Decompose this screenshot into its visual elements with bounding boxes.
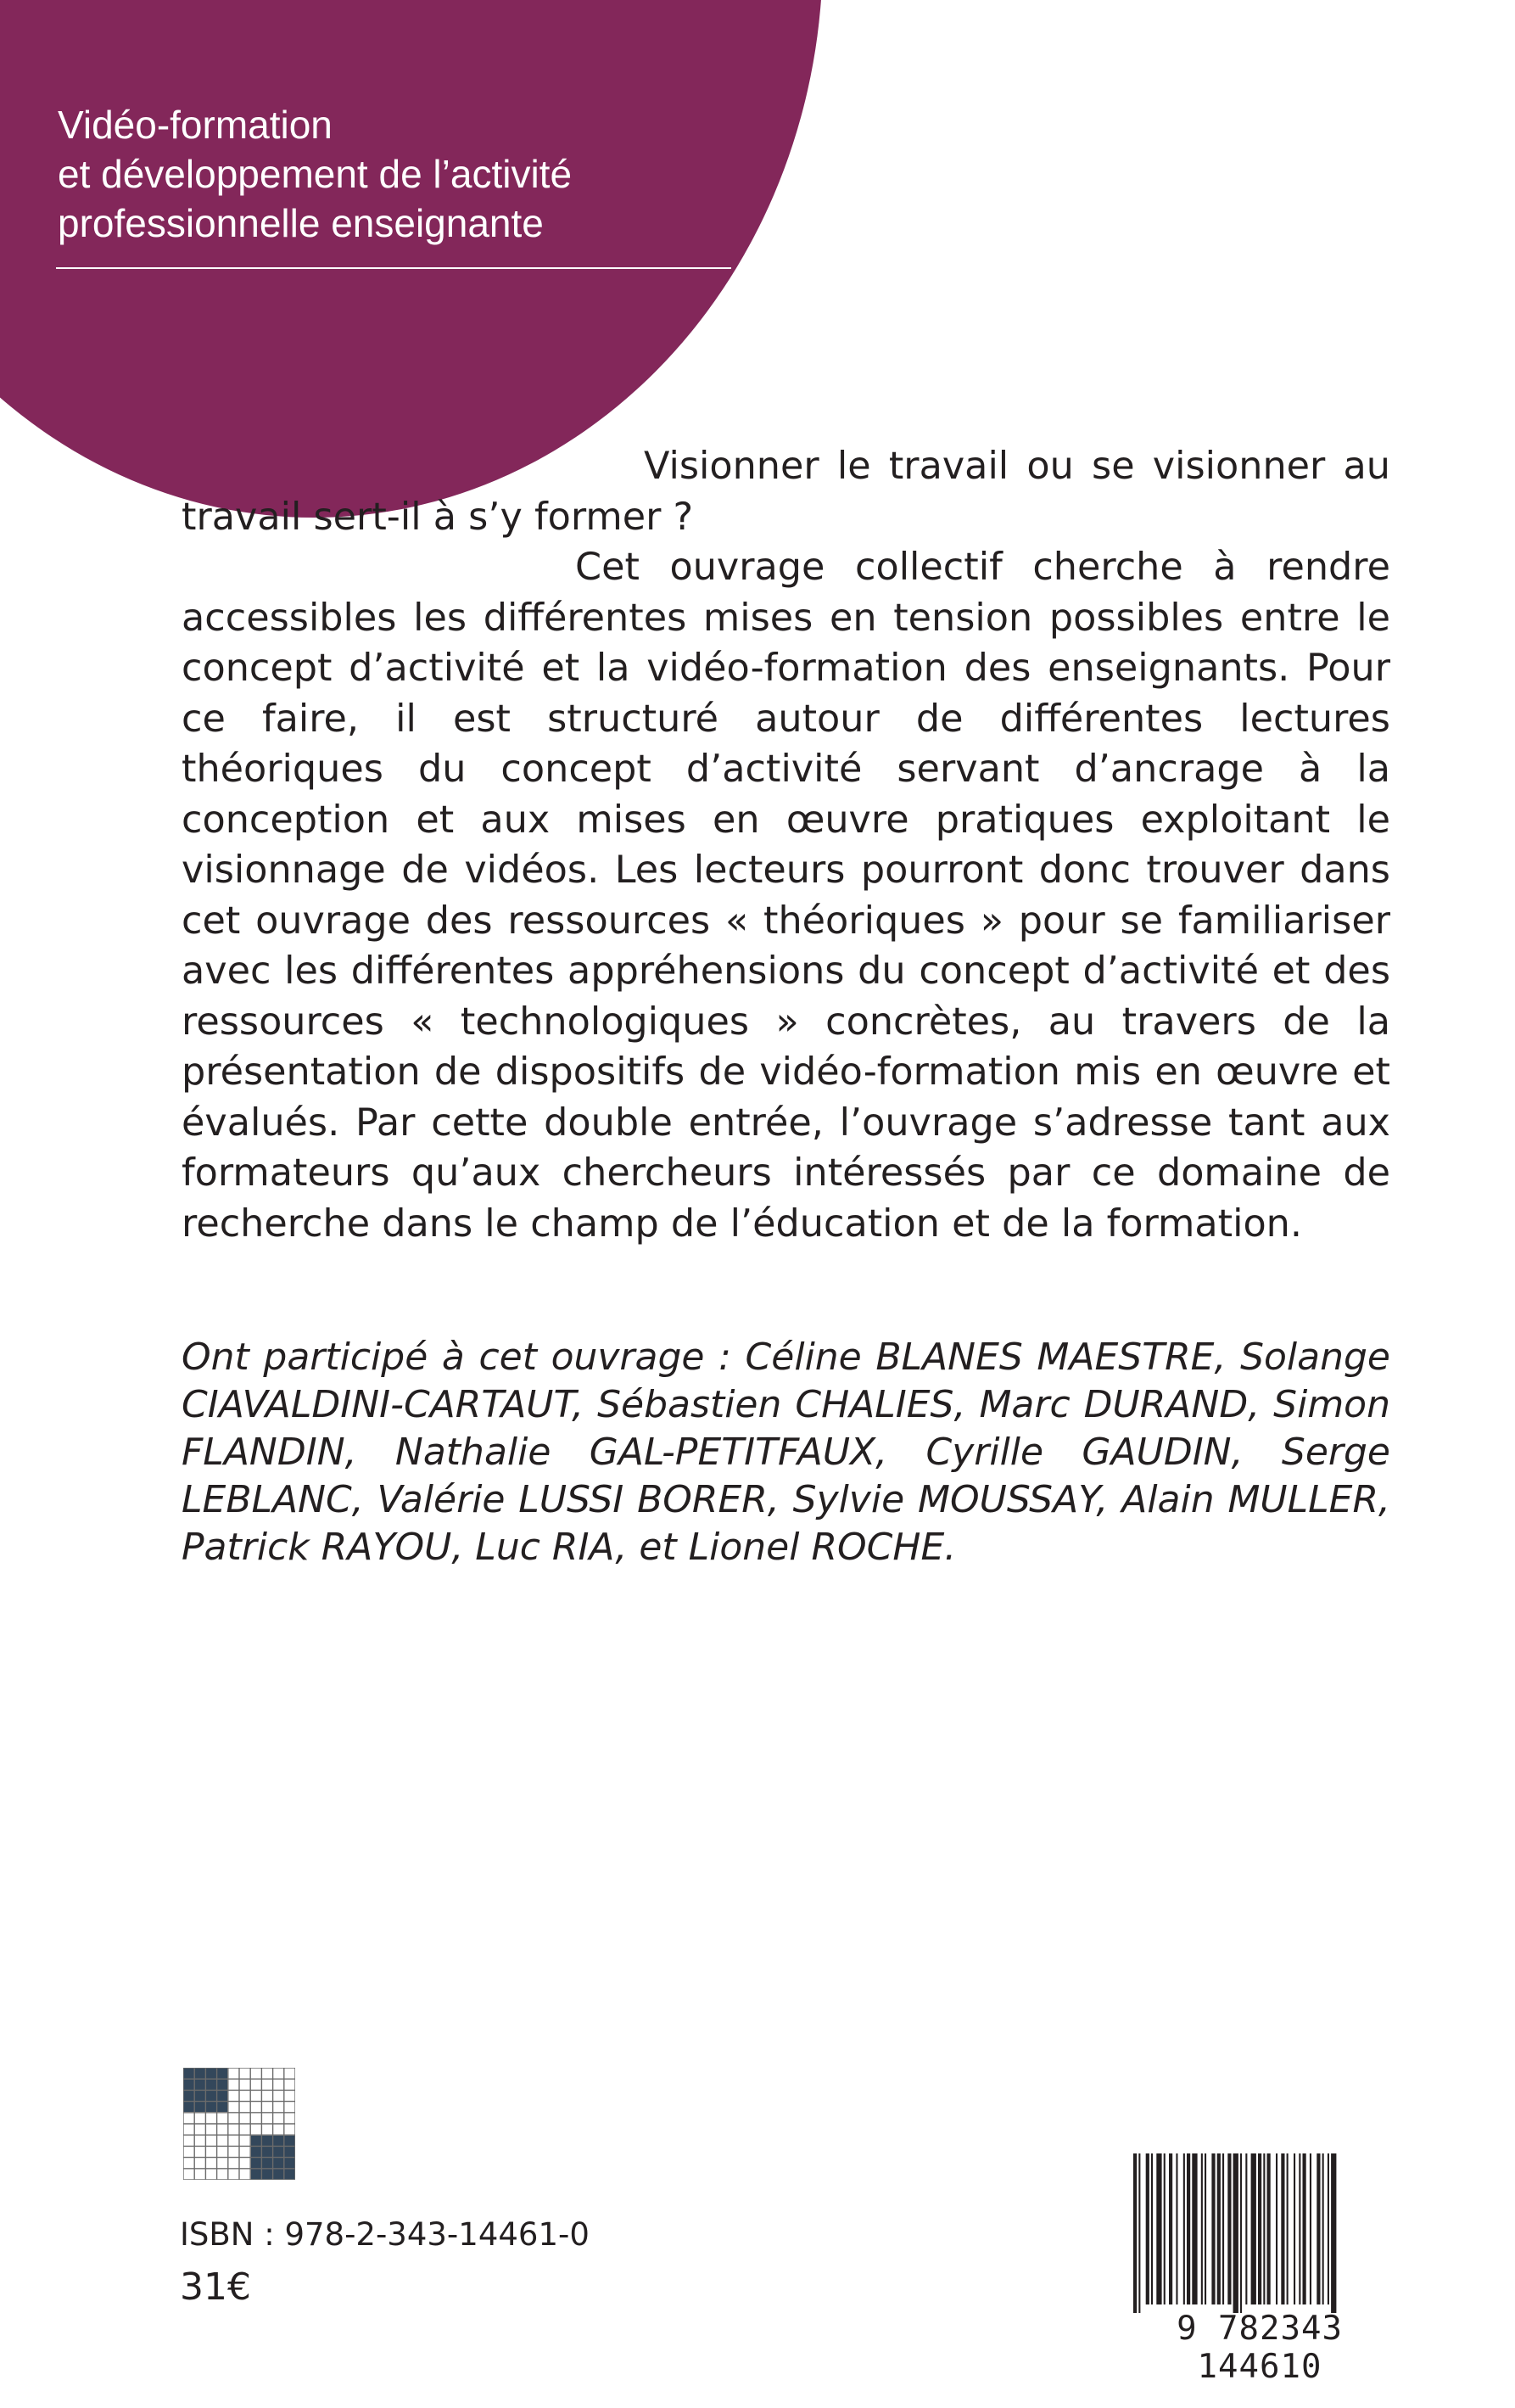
opening-question: Visionner le travail ou se visionner au travail sert-il à s’y former ? xyxy=(182,445,1390,539)
series-title xyxy=(58,100,736,248)
title-line: professionnelle enseignante xyxy=(58,201,544,245)
contributors-list: Ont participé à cet ouvrage : Céline BLANES MAESTRE, Solange CIAVALDINI-CARTAUT, Sébastien CHALIES, Marc DURAND, Simon FLANDIN, Nathalie GAL-PETITFAUX, Cyrille GAUDIN, Serge LEBLANC, Valérie LUSSI BORER, Sylvie MOUSSAY, Alain MULLER, Patrick RAYOU, Luc RIA, et Lionel ROCHE. xyxy=(182,1336,1390,1569)
title-line: Vidéo-formation xyxy=(58,103,333,147)
title-divider xyxy=(56,267,731,269)
isbn-number: ISBN : 978-2-343-14461-0 xyxy=(180,2216,590,2253)
back-cover-text xyxy=(182,441,1390,1249)
description-paragraph: Cet ouvrage collectif cherche à rendre accessibles les différentes mises en tension possibles entre le concept d’activité et la vidéo-formation des enseignants. Pour ce faire, il est structuré autour de différentes lectures théoriques du concept d’activité servant d’ancrage à la conception et aux mises en œuvre pratiques exploitant le visionnage de vidéos. Les lecteurs pourront donc trouver dans cet ouvrage des ressources « théoriques » pour se familiariser avec les différentes appréhensions du concept d’activité et des ressources « technologiques » concrètes, au travers de la présentation de dispositifs de vidéo-formation mis en œuvre et évalués. Par cette double entrée, l’ouvrage s’adresse tant aux formateurs qu’aux chercheurs intéressés par ce domaine de recherche dans le champ de l’éducation et de la formation. xyxy=(182,546,1390,1246)
barcode-digits: 9 782343 144610 xyxy=(1177,2310,1343,2386)
title-line: et développement de l’activité xyxy=(58,152,573,196)
grid-logo-icon xyxy=(183,2068,295,2180)
price-label: 31€ xyxy=(180,2265,251,2309)
header-circle-background xyxy=(0,0,823,518)
